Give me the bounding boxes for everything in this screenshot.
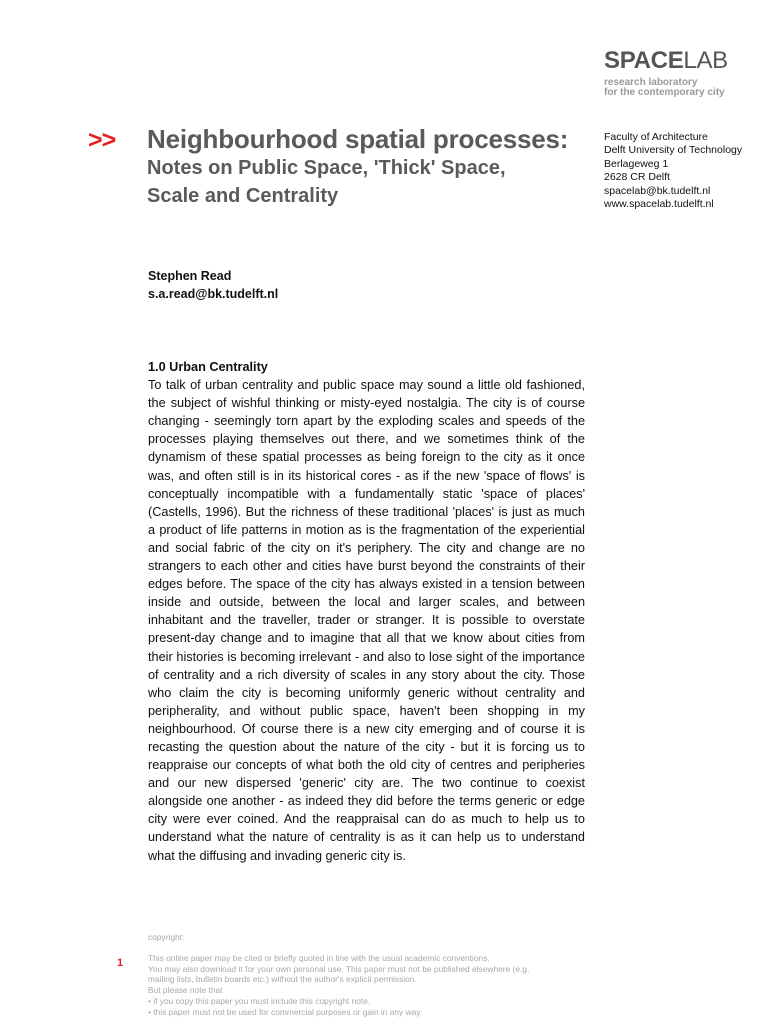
section-body: To talk of urban centrality and public space may sound a little old fashioned, the subject of wishful thinking or misty-eyed nostalgia. The city is of course changing - seemingly torn apart by the exploding scales and speeds of the processes playing themselves out there, and we sometimes think of the dynamism of these spatial processes as being foreign to the city as it once was, and often still is in its historical cores - as if the new 'space of flows' is conceptually incompatible with a fundamentally static 'space of places' (Castells, 1996). But the richness of these traditional 'places' is just as much a product of life patterns in motion as is the fragmentation of the experiential and social fabric of the city on it's periphery. The city and change are no strangers to each other and cities have burst beyond the constraints of their edges before. The space of the city has always existed in a tension between inside and outside, between the local and larger scales, and between inhabitant and the traveller, trader or stranger. It is possible to overstate present-day change and to imagine that all that we know about cities from their histories is becoming irrelevant - and also to lose sight of the importance of centrality and a rich diversity of scales in any story about the city. Those who claim the city is becoming uniformly generic without centrality and peripherality, and without public space, haven't been shopping in my neighbourhood. Of course there is a new city emerging and of course it is recasting the question about the nature of the city - but it is forcing us to reappraise our concepts of what both the old city of centres and peripheries and our new dispersed 'generic' city are. The two continue to coexist alongside one another - as indeed they did before the terms generic or edge city were ever coined. And the reappraisal can do as much to help us to understand what the nature of centrality is as it can help us to understand what the diffusing and invading generic city is. [148,378,585,863]
brand-block [604,48,754,98]
address-website: www.spacelab.tudelft.nl [604,198,714,211]
address-email: spacelab@bk.tudelft.nl [604,184,711,197]
logo-light: LAB [683,47,728,74]
copyright-line: But please note that [148,985,223,996]
logo-bold: SPACE [604,47,684,74]
address-line: Delft University of Technology [604,144,743,157]
section-urban-centrality [148,358,585,865]
copyright-line: • if you copy this paper you must include this copyright note. [148,995,371,1006]
title-sub-line-1: Notes on Public Space, 'Thick' Space, [147,157,506,179]
copyright-note [148,932,588,1018]
author-email: s.a.read@bk.tudelft.nl [148,287,279,301]
address-line: Berlageweg 1 [604,157,669,170]
tagline-line-2: for the contemporary city [604,87,725,98]
institution-address [604,131,742,211]
copyright-line: You may also download it for your own personal use. This paper must not be published elsewhere (e.g. [148,963,530,974]
copyright-line: mailing lists, bulletin boards etc.) without the author's explicit permission. [148,974,417,985]
title-sub-line-2: Scale and Centrality [147,185,339,207]
copyright-line: • this paper must not be used for commercial purposes or gain in any way. [148,1006,423,1017]
title-arrows: >> [88,126,116,154]
paper-title [147,124,587,210]
copyright-line: This online paper may be cited or briefly quoted in line with the usual academic conventions. [148,952,490,963]
spacelab-logo [604,48,754,74]
tagline-line-1: research laboratory [604,77,698,88]
address-line: Faculty of Architecture [604,131,708,143]
section-heading: 1.0 Urban Centrality [148,360,268,374]
author-block [148,267,278,303]
author-name: Stephen Read [148,269,232,283]
page-number: 1 [117,957,124,969]
copyright-label: copyright: [148,932,185,942]
address-line: 2628 CR Delft [604,171,670,184]
title-main: Neighbourhood spatial processes: [147,124,569,154]
